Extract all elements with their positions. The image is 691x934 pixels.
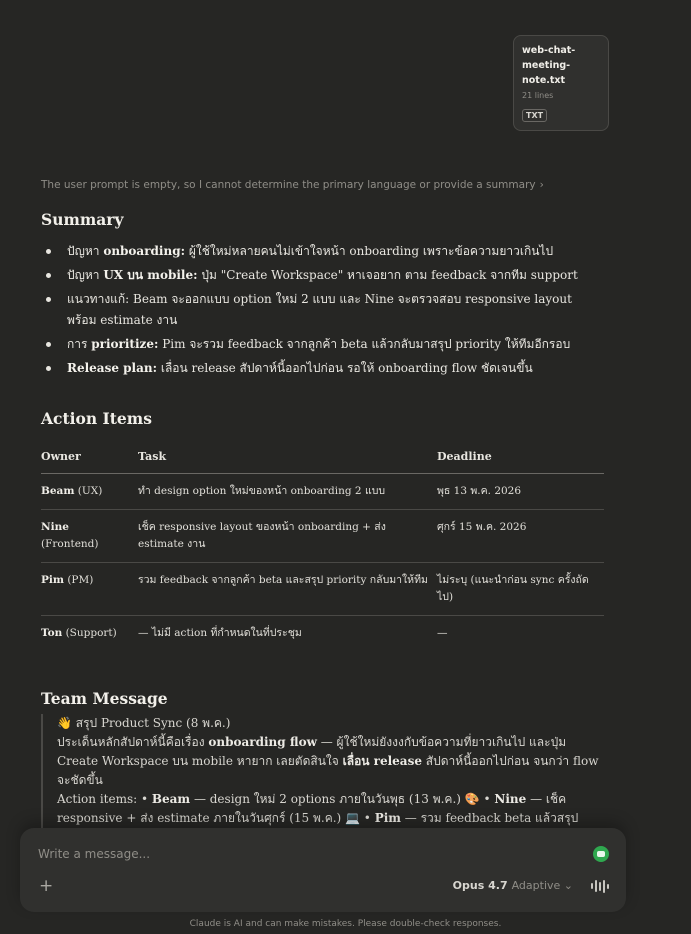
deadline-cell: ศุกร์ 15 พ.ค. 2026 [437, 510, 604, 563]
table-row [41, 510, 604, 563]
list-item: ปัญหา onboarding: ผู้ใช้ใหม่หลายคนไม่เข้าใจหน้า onboarding เพราะข้อความยาวเกินไป [41, 241, 604, 262]
summary-heading: Summary [41, 210, 124, 229]
task-cell: รวม feedback จากลูกค้า beta และสรุป priority กลับมาให้ทีม [138, 563, 437, 616]
task-cell: ทำ design option ใหม่ของหน้า onboarding 2 แบบ [138, 474, 437, 510]
table-row [41, 474, 604, 510]
column-header-task: Task [138, 440, 437, 474]
thinking-text: The user prompt is empty, so I cannot determine the primary language or provide a summary [41, 179, 536, 191]
assistant-status-icon[interactable] [593, 846, 609, 862]
table-row [41, 616, 604, 652]
list-item: การ prioritize: Pim จะรวม feedback จากลูกค้า beta แล้วกลับมาสรุป priority ให้ทีมอีกรอบ [41, 334, 604, 355]
attachment-line-count: 21 lines [522, 91, 554, 100]
message-input[interactable]: Write a message... [38, 847, 151, 861]
model-selector[interactable] [453, 879, 573, 892]
task-cell: เช็ค responsive layout ของหน้า onboarding + ส่ง estimate งาน [138, 510, 437, 563]
team-message-actions: Action items: • Beam — design ใหม่ 2 options ภายในวันพุธ (13 พ.ค.) 🎨 • Nine — เช็ค responsive + ส่ง estimate ภายในวันศุกร์ (15 พ.ค.) 💻 • Pim — รวม feedback beta แล้วสรุป [57, 792, 579, 825]
column-header-deadline: Deadline [437, 440, 604, 474]
owner-cell: Nine (Frontend) [41, 510, 138, 563]
action-items-table [41, 440, 604, 651]
owner-cell: Beam (UX) [41, 474, 138, 510]
deadline-cell: — [437, 627, 448, 639]
team-message-paragraph: ประเด็นหลักสัปดาห์นี้คือเรื่อง onboarding flow — ผู้ใช้ใหม่ยังงงกับข้อความที่ยาวเกินไป และปุ่ม Create Workspace บน mobile หายาก เลยตัดสินใจ เลื่อน release สัปดาห์นี้ออกไปก่อน จนกว่า flow จะชัดขึ้น [57, 735, 599, 787]
task-cell: — ไม่มี action ที่กำหนดในที่ประชุม [138, 627, 302, 639]
list-item: Release plan: เลื่อน release สัปดาห์นี้ออกไปก่อน รอให้ onboarding flow ชัดเจนขึ้น [41, 358, 604, 379]
message-composer[interactable] [20, 828, 626, 912]
list-item: แนวทางแก้: Beam จะออกแบบ option ใหม่ 2 แบบ และ Nine จะตรวจสอบ responsive layout พร้อม estimate งาน [41, 289, 604, 331]
deadline-cell: พุธ 13 พ.ค. 2026 [437, 474, 604, 510]
model-name: Opus 4.7 [452, 879, 508, 892]
disclaimer-text: Claude is AI and can make mistakes. Please double-check responses. [189, 919, 502, 929]
team-message-quote [41, 714, 604, 838]
table-row [41, 563, 604, 616]
owner-cell: Pim (PM) [41, 563, 138, 616]
response-content [41, 210, 604, 838]
owner-cell: Ton (Support) [41, 627, 117, 639]
attachment-filename: web-chat-meeting-note.txt [522, 45, 576, 86]
chevron-right-icon: › [539, 179, 544, 191]
list-item: ปัญหา UX บน mobile: ปุ่ม "Create Workspace" หาเจอยาก ตาม feedback จากทีม support [41, 265, 604, 286]
deadline-cell: ไม่ระบุ (แนะนำก่อน sync ครั้งถัดไป) [437, 563, 604, 616]
attachment-type-badge: TXT [522, 109, 547, 122]
column-header-owner: Owner [41, 440, 138, 474]
model-mode: Adaptive ⌄ [511, 879, 573, 892]
team-message-line: 👋 สรุป Product Sync (8 พ.ค.) [57, 716, 231, 730]
summary-list [41, 241, 604, 379]
action-items-heading: Action Items [41, 409, 152, 428]
add-attachment-button[interactable]: + [39, 876, 54, 896]
team-message-heading: Team Message [41, 689, 168, 708]
voice-input-icon[interactable] [591, 879, 609, 893]
thinking-summary[interactable] [41, 179, 544, 191]
attachment-card[interactable] [513, 35, 609, 131]
